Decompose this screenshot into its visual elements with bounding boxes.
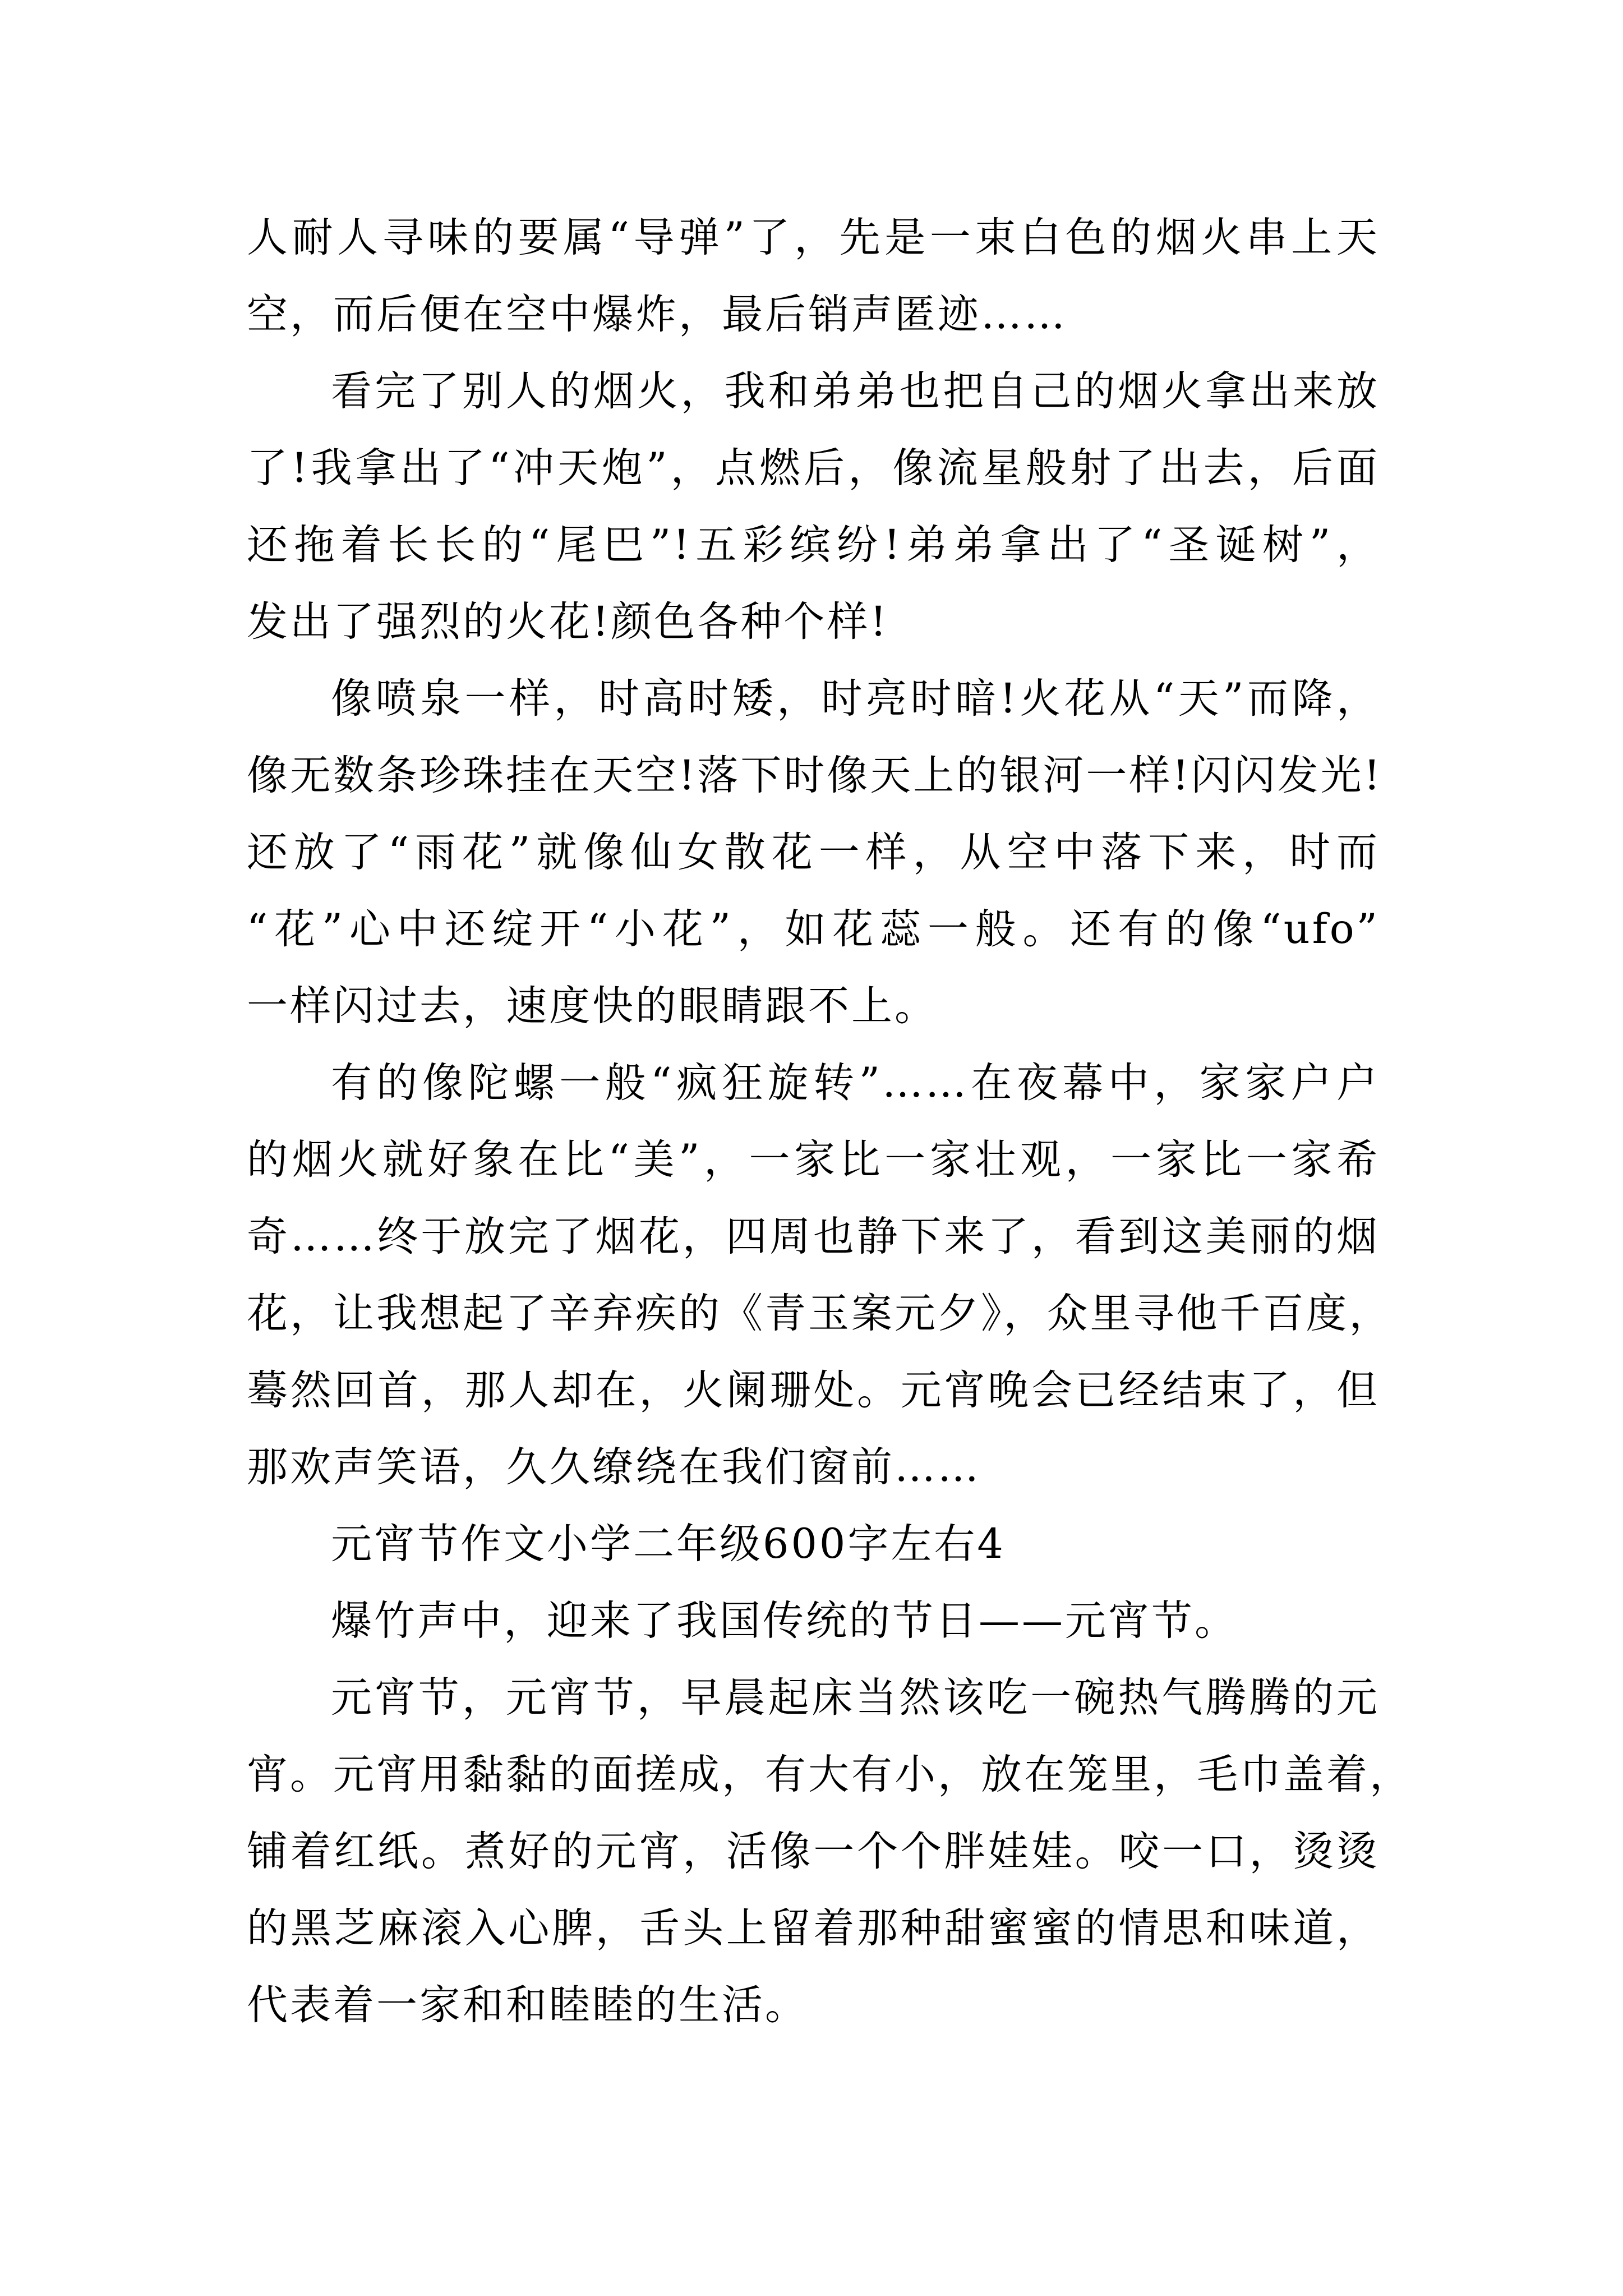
text-line: 花，让我想起了辛弃疾的《青玉案元夕》，众里寻他千百度， (247, 1290, 1393, 1337)
text-line: 蓦然回首，那人却在，火阑珊处。元宵晚会已经结束了，但 (247, 1366, 1380, 1414)
text-line: 那欢声笑语，久久缭绕在我们窗前…… (247, 1443, 981, 1491)
text-line: 还放了“雨花”就像仙女散花一样，从空中落下来，时而 (247, 829, 1380, 876)
document-body (247, 199, 1413, 2044)
paragraph-first-line: 有的像陀螺一般“疯狂旋转”……在夜幕中，家家户户 (331, 1059, 1380, 1107)
text-line: 还拖着长长的“尾巴”!五彩缤纷!弟弟拿出了“圣诞树”， (247, 521, 1380, 569)
text-line: 空，而后便在空中爆炸，最后销声匿迹…… (247, 291, 1067, 338)
text-line: 像无数条珍珠挂在天空!落下时像天上的银河一样!闪闪发光! (247, 752, 1383, 799)
text-line: 铺着红纸。煮好的元宵，活像一个个胖娃娃。咬一口，烫烫 (247, 1828, 1380, 1875)
text-line: 的烟火就好象在比“美”，一家比一家壮观，一家比一家希 (247, 1136, 1380, 1184)
section-heading: 元宵节作文小学二年级600字左右4 (331, 1520, 1006, 1568)
text-line: 代表着一家和和睦睦的生活。 (247, 1981, 808, 2029)
text-line: 奇……终于放完了烟花，四周也静下来了，看到这美丽的烟 (247, 1213, 1380, 1260)
text-line: 人耐人寻味的要属“导弹”了，先是一束白色的烟火串上天 (247, 214, 1380, 261)
paragraph-first-line: 看完了别人的烟火，我和弟弟也把自己的烟火拿出来放 (331, 367, 1380, 415)
text-line: 发出了强烈的火花!颜色各种个样! (247, 598, 889, 646)
text-line: 一样闪过去，速度快的眼睛跟不上。 (247, 982, 938, 1030)
text-line: 了!我拿出了“冲天炮”，点燃后，像流星般射了出去，后面 (247, 444, 1380, 492)
paragraph-first-line: 像喷泉一样，时高时矮，时亮时暗!火花从“天”而降， (331, 675, 1380, 723)
paragraph-first-line: 元宵节，元宵节，早晨起床当然该吃一碗热气腾腾的元 (331, 1674, 1380, 1722)
paragraph-first-line: 爆竹声中，迎来了我国传统的节日——元宵节。 (331, 1597, 1238, 1645)
text-line: 宵。元宵用黏黏的面搓成，有大有小，放在笼里，毛巾盖着， (247, 1751, 1413, 1798)
text-line: 的黑芝麻滚入心脾，舌头上留着那种甜蜜蜜的情思和味道， (247, 1904, 1380, 1952)
text-line: “花”心中还绽开“小花”，如花蕊一般。还有的像“ufo” (247, 905, 1380, 953)
